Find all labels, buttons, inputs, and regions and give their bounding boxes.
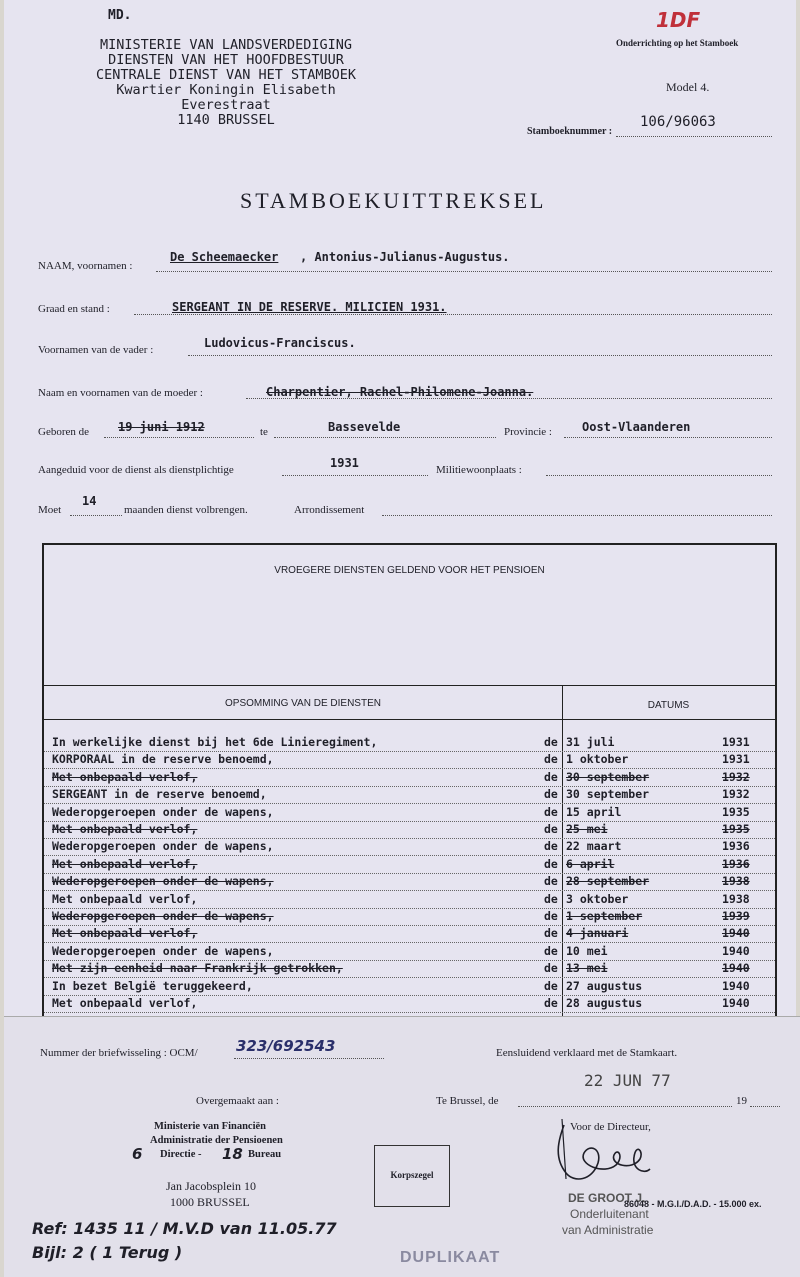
moeder-label: Naam en voornamen van de moeder : bbox=[38, 387, 203, 399]
service-date: 28 september bbox=[566, 874, 650, 889]
service-year: 1940 bbox=[722, 996, 750, 1010]
ministry-address bbox=[76, 38, 376, 128]
service-de: de bbox=[544, 978, 558, 993]
geboren-value: 19 juni 1912 bbox=[118, 420, 205, 434]
service-desc: Met onbepaald verlof, bbox=[52, 891, 198, 906]
service-row bbox=[44, 857, 775, 874]
service-date: 13 mei bbox=[566, 961, 608, 976]
service-de: de bbox=[544, 856, 558, 871]
service-row bbox=[44, 874, 775, 891]
provincie-label: Provincie : bbox=[504, 426, 552, 438]
provincie-value: Oost-Vlaanderen bbox=[582, 420, 691, 434]
service-desc: In bezet België teruggekeerd, bbox=[52, 978, 253, 993]
bijlage-note: Bijl: 2 ( 1 Terug ) bbox=[32, 1243, 183, 1262]
service-date: 15 april bbox=[566, 804, 622, 819]
service-row bbox=[44, 770, 775, 787]
service-year: 1935 bbox=[722, 804, 750, 819]
directie-label: Directie - bbox=[160, 1149, 202, 1160]
service-desc: Met onbepaald verlof, bbox=[52, 926, 198, 941]
vader-label: Voornamen van de vader : bbox=[38, 344, 154, 356]
transmittal-slip bbox=[4, 1016, 800, 1277]
service-year: 1932 bbox=[722, 787, 750, 802]
service-row bbox=[44, 787, 775, 804]
service-de: de bbox=[544, 943, 558, 958]
service-date: 28 augustus bbox=[566, 996, 643, 1010]
reference-note: Ref: 1435 11 / M.V.D van 11.05.77 bbox=[32, 1219, 337, 1238]
service-desc: Wederopgeroepen onder de wapens, bbox=[52, 874, 274, 889]
print-code: 86048 - M.G.I./D.A.D. - 15.000 ex. bbox=[624, 1199, 762, 1209]
service-de: de bbox=[544, 822, 558, 836]
service-year: 1935 bbox=[722, 822, 750, 836]
md-mark: MD. bbox=[108, 8, 132, 23]
service-desc: Wederopgeroepen onder de wapens, bbox=[52, 943, 274, 958]
service-desc: In werkelijke dienst bij het 6de Linieregiment, bbox=[52, 735, 378, 749]
handwritten-code: 1DF bbox=[656, 8, 701, 32]
service-desc: KORPORAAL in de reserve benoemd, bbox=[52, 752, 274, 767]
year-suffix: 19 bbox=[736, 1095, 747, 1107]
militie-label: Militiewoonplaats : bbox=[436, 464, 522, 476]
service-year: 1940 bbox=[722, 926, 750, 941]
geboren-label: Geboren de bbox=[38, 426, 90, 438]
service-desc: Wederopgeroepen onder de wapens, bbox=[52, 909, 274, 923]
service-year: 1939 bbox=[722, 909, 750, 923]
voor-directeur: Voor de Directeur, bbox=[570, 1121, 651, 1133]
service-row bbox=[44, 839, 775, 856]
instruction-text: Onderrichting op het Stamboek bbox=[616, 38, 739, 48]
service-date: 27 augustus bbox=[566, 978, 643, 993]
recipient-line: Administratie der Pensioenen bbox=[150, 1135, 283, 1146]
naam-label: NAAM, voornamen : bbox=[38, 260, 133, 272]
signer-name: DE GROOT J. bbox=[568, 1191, 646, 1205]
service-date: 1 september bbox=[566, 909, 643, 923]
service-year: 1940 bbox=[722, 978, 750, 993]
services-table bbox=[42, 543, 777, 1027]
service-year: 1931 bbox=[722, 752, 750, 767]
service-de: de bbox=[544, 804, 558, 819]
service-de: de bbox=[544, 961, 558, 976]
service-date: 22 maart bbox=[566, 839, 622, 854]
service-date: 6 april bbox=[566, 856, 615, 871]
te-brussel-label: Te Brussel, de bbox=[436, 1095, 499, 1107]
bureau-number: 18 bbox=[222, 1145, 243, 1163]
stamboek-number: 106/96063 bbox=[640, 114, 716, 130]
col-dates-header: DATUMS bbox=[647, 700, 690, 711]
service-row bbox=[44, 805, 775, 822]
service-year: 1938 bbox=[722, 891, 750, 906]
aangeduid-label: Aangeduid voor de dienst als dienstplichtige bbox=[38, 464, 234, 476]
service-date: 10 mei bbox=[566, 943, 608, 958]
service-desc: Met onbepaald verlof, bbox=[52, 996, 198, 1010]
service-year: 1932 bbox=[722, 769, 750, 784]
service-de: de bbox=[544, 735, 558, 749]
nummer-value: 323/692543 bbox=[236, 1037, 336, 1055]
ministry-line: Everestraat bbox=[181, 97, 271, 113]
date-stamp: 22 JUN 77 bbox=[584, 1071, 671, 1090]
signer-title: van Administratie bbox=[562, 1223, 654, 1237]
service-desc: Met onbepaald verlof, bbox=[52, 856, 198, 871]
address-line: Jan Jacobsplein 10 bbox=[166, 1179, 256, 1193]
service-row bbox=[44, 944, 775, 961]
address-line: 1000 BRUSSEL bbox=[170, 1195, 250, 1209]
arrondissement-label: Arrondissement bbox=[294, 504, 365, 516]
bureau-label: Bureau bbox=[248, 1149, 282, 1160]
service-desc: Met onbepaald verlof, bbox=[52, 769, 198, 784]
service-row bbox=[44, 752, 775, 769]
moet-value: 14 bbox=[82, 494, 97, 508]
korpszegel-box bbox=[374, 1145, 450, 1207]
document-sheet bbox=[4, 0, 796, 1276]
eensluidend-text: Eensluidend verklaard met de Stamkaart. bbox=[496, 1047, 678, 1059]
service-desc: SERGEANT in de reserve benoemd, bbox=[52, 787, 267, 802]
service-year: 1936 bbox=[722, 839, 750, 854]
te-label: te bbox=[260, 426, 268, 438]
graad-value: SERGEANT IN DE RESERVE. MILICIEN 1931. bbox=[172, 300, 447, 314]
service-de: de bbox=[544, 769, 558, 784]
col-services-header: OPSOMMING VAN DE DIENSTEN bbox=[225, 698, 381, 709]
aangeduid-value: 1931 bbox=[330, 456, 359, 470]
ministry-line: 1140 BRUSSEL bbox=[177, 112, 275, 128]
service-row bbox=[44, 892, 775, 909]
ministry-line: Kwartier Koningin Elisabeth bbox=[116, 82, 336, 98]
service-date: 30 september bbox=[566, 769, 650, 784]
graad-label: Graad en stand : bbox=[38, 303, 110, 315]
signer-title: Onderluitenant bbox=[570, 1207, 649, 1221]
service-date: 30 september bbox=[566, 787, 650, 802]
overgemaakt-label: Overgemaakt aan : bbox=[196, 1095, 279, 1107]
service-row bbox=[44, 735, 775, 752]
ministry-line: DIENSTEN VAN HET HOOFDBESTUUR bbox=[108, 52, 344, 68]
recipient-line: Ministerie van Financiën bbox=[154, 1121, 266, 1132]
service-year: 1936 bbox=[722, 856, 750, 871]
naam-surname: De Scheemaecker bbox=[170, 250, 279, 264]
service-date: 1 oktober bbox=[566, 752, 629, 767]
service-year: 1940 bbox=[722, 943, 750, 958]
directie-number: 6 bbox=[132, 1145, 143, 1163]
service-year: 1931 bbox=[722, 735, 750, 749]
ministry-line: MINISTERIE VAN LANDSVERDEDIGING bbox=[100, 37, 352, 53]
signature bbox=[544, 1113, 654, 1193]
service-de: de bbox=[544, 752, 558, 767]
service-de: de bbox=[544, 926, 558, 941]
stamboek-label: Stamboeknummer : bbox=[527, 126, 613, 137]
service-row bbox=[44, 822, 775, 839]
service-date: 4 januari bbox=[566, 926, 629, 941]
service-row bbox=[44, 979, 775, 996]
nummer-label: Nummer der briefwisseling : OCM/ bbox=[40, 1047, 198, 1059]
moeder-value: Charpentier, Rachel-Philomene-Joanna. bbox=[266, 385, 534, 399]
service-row bbox=[44, 996, 775, 1013]
moet-label: Moet bbox=[38, 504, 62, 516]
service-date: 25 mei bbox=[566, 822, 608, 836]
service-desc: Met zijn eenheid naar Frankrijk getrokken, bbox=[52, 961, 343, 976]
service-de: de bbox=[544, 909, 558, 923]
service-de: de bbox=[544, 891, 558, 906]
service-desc: Wederopgeroepen onder de wapens, bbox=[52, 804, 274, 819]
service-de: de bbox=[544, 787, 558, 802]
service-year: 1938 bbox=[722, 874, 750, 889]
service-date: 31 juli bbox=[566, 735, 615, 749]
ministry-line: CENTRALE DIENST VAN HET STAMBOEK bbox=[95, 67, 357, 83]
naam-given: , Antonius-Julianus-Augustus. bbox=[300, 250, 510, 264]
service-desc: Wederopgeroepen onder de wapens, bbox=[52, 839, 274, 854]
service-desc: Met onbepaald verlof, bbox=[52, 822, 198, 836]
service-row bbox=[44, 909, 775, 926]
service-row bbox=[44, 926, 775, 943]
services-heading: VROEGERE DIENSTEN GELDEND VOOR HET PENSIOEN bbox=[274, 565, 545, 576]
duplikaat-stamp: DUPLIKAAT bbox=[400, 1249, 501, 1266]
service-de: de bbox=[544, 874, 558, 889]
model-label: Model 4. bbox=[666, 80, 710, 94]
te-value: Bassevelde bbox=[328, 420, 401, 434]
service-row bbox=[44, 961, 775, 978]
service-date: 3 oktober bbox=[566, 891, 629, 906]
korpszegel-label: Korpszegel bbox=[390, 1170, 434, 1180]
vader-value: Ludovicus-Franciscus. bbox=[204, 336, 356, 350]
service-de: de bbox=[544, 839, 558, 854]
document-title: STAMBOEKUITTREKSEL bbox=[240, 188, 547, 213]
service-year: 1940 bbox=[722, 961, 750, 976]
service-de: de bbox=[544, 996, 558, 1010]
maanden-label: maanden dienst volbrengen. bbox=[124, 504, 248, 516]
